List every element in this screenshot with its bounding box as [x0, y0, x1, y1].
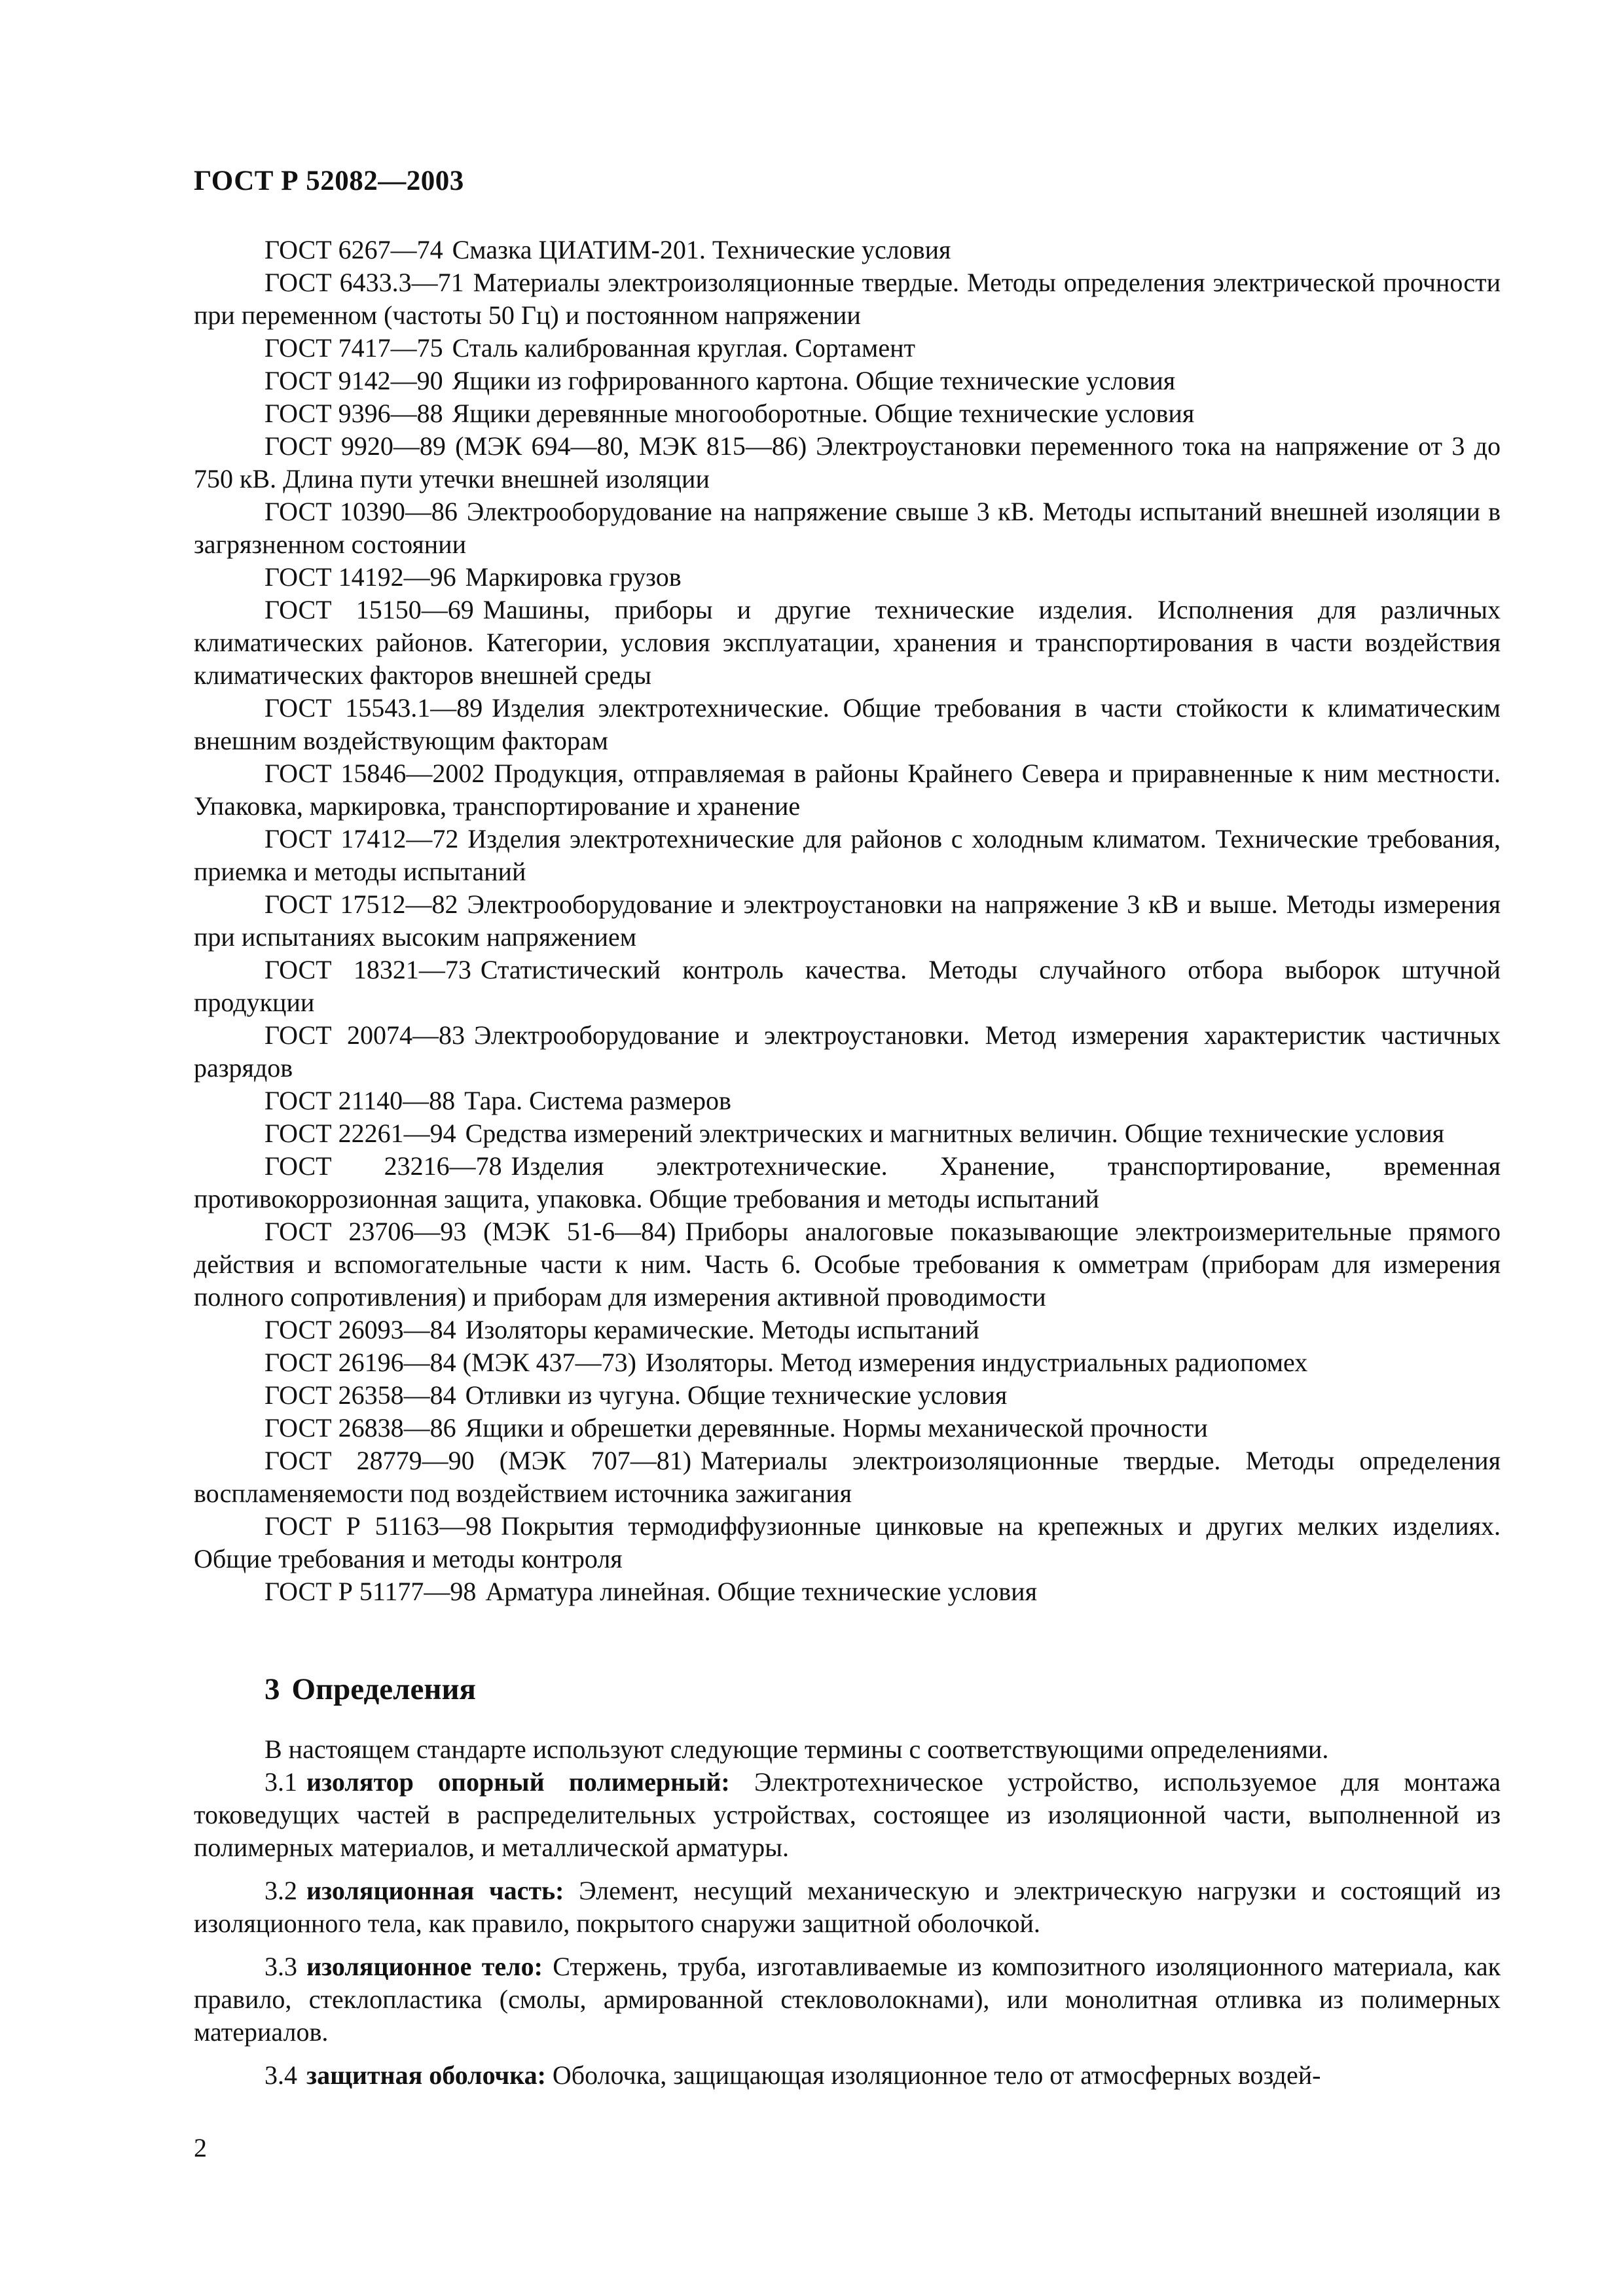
reference-item: [194, 1215, 1501, 1314]
reference-code: ГОСТ Р 51177—98: [264, 1577, 477, 1606]
reference-title: Арматура линейная. Общие технические условия: [485, 1577, 1037, 1606]
reference-item: [194, 495, 1501, 561]
reference-item: [194, 1314, 1501, 1346]
reference-title: Сталь калиброванная круглая. Сортамент: [452, 333, 916, 363]
reference-code: ГОСТ 21140—88: [264, 1086, 456, 1115]
reference-title: Машины, приборы и другие технические изделия. Исполнения для различных климатических районов. Категории, условия эксплуатации, хранения и транспортирования в части воздействия климатических факторов внешней среды: [194, 595, 1501, 690]
reference-item: [194, 1346, 1501, 1379]
reference-item: [194, 234, 1501, 266]
reference-item: [194, 954, 1501, 1019]
reference-title: Приборы аналоговые показывающие электроизмерительные прямого действия и вспомогательные части к ним. Часть 6. Особые требования к омметрам (приборам для измерения полного сопротивления) и приборам для измерения активной проводимости: [194, 1217, 1501, 1312]
reference-item: [194, 561, 1501, 594]
reference-code: ГОСТ 17412—72: [264, 824, 459, 853]
reference-code: ГОСТ 10390—86: [264, 497, 458, 526]
reference-code: ГОСТ 6433.3—71: [264, 268, 464, 297]
reference-item: [194, 1085, 1501, 1117]
definition-number: 3.3: [264, 1952, 297, 1981]
definition-item: [194, 2059, 1501, 2092]
reference-title: Средства измерений электрических и магнитных величин. Общие технические условия: [465, 1119, 1445, 1148]
reference-title: Ящики из гофрированного картона. Общие технические условия: [452, 366, 1176, 395]
reference-item: [194, 1444, 1501, 1510]
definition-item: [194, 1950, 1501, 2049]
reference-item: [194, 692, 1501, 757]
reference-title: Изделия электротехнические. Общие требования в части стойкости к климатическим внешним воздействующим факторам: [194, 693, 1501, 755]
reference-code: ГОСТ 9920—89 (МЭК 694—80, МЭК 815—86): [264, 431, 807, 461]
reference-title: Ящики и обрешетки деревянные. Нормы механической прочности: [465, 1413, 1208, 1443]
reference-code: ГОСТ 22261—94: [264, 1119, 456, 1148]
definition-text: Электротехническое устройство, используемое для монтажа токоведущих частей в распределительных устройствах, состоящее из изоляционной части, выполненной из полимерных материалов, и металлической арматуры.: [194, 1767, 1501, 1862]
section-title-text: Определения: [291, 1672, 476, 1706]
reference-title: Тара. Система размеров: [464, 1086, 731, 1115]
reference-title: Изоляторы керамические. Методы испытаний: [465, 1315, 979, 1344]
reference-code: ГОСТ 7417—75: [264, 333, 443, 363]
definitions-intro: В настоящем стандарте используют следующие термины с соответствующими определениями.: [264, 1734, 1329, 1764]
reference-code: ГОСТ 28779—90 (МЭК 707—81): [264, 1446, 692, 1475]
reference-code: ГОСТ 26358—84: [264, 1380, 456, 1410]
definition-item: [194, 1874, 1501, 1940]
reference-title: Электрооборудование и электроустановки на напряжение 3 кВ и выше. Методы измерения при испытаниях высоким напряжением: [194, 889, 1501, 952]
reference-title: Электроустановки переменного тока на напряжение от 3 до 750 кВ. Длина пути утечки внешней изоляции: [194, 431, 1501, 493]
reference-code: ГОСТ 9396—88: [264, 399, 443, 428]
document-header: ГОСТ Р 52082—2003: [194, 166, 464, 196]
reference-code: ГОСТ 20074—83: [264, 1020, 465, 1050]
reference-title: Материалы электроизоляционные твердые. Методы определения воспламеняемости под воздействием источника зажигания: [194, 1446, 1501, 1508]
definition-text: Элемент, несущий механическую и электрическую нагрузки и состоящий из изоляционного тела, как правило, покрытого снаружи защитной оболочкой.: [194, 1876, 1501, 1938]
reference-code: ГОСТ 26093—84: [264, 1315, 456, 1344]
reference-title: Электрооборудование на напряжение свыше 3 кВ. Методы испытаний внешней изоляции в загрязненном состоянии: [194, 497, 1501, 559]
reference-item: [194, 1412, 1501, 1444]
reference-item: [194, 266, 1501, 332]
definition-number: 3.1: [264, 1767, 297, 1797]
section-title: [264, 1672, 476, 1707]
reference-code: ГОСТ Р 51163—98: [264, 1511, 492, 1541]
definition-term: изолятор опорный полимерный:: [306, 1767, 730, 1797]
reference-title: Отливки из чугуна. Общие технические условия: [465, 1380, 1008, 1410]
reference-item: [194, 1575, 1501, 1608]
reference-code: ГОСТ 18321—73: [264, 955, 471, 984]
reference-item: [194, 1117, 1501, 1150]
reference-title: Электрооборудование и электроустановки. Метод измерения характеристик частичных разрядов: [194, 1020, 1501, 1083]
definition-number: 3.4: [264, 2060, 297, 2090]
reference-item: [194, 1150, 1501, 1215]
reference-item: [194, 430, 1501, 495]
reference-code: ГОСТ 17512—82: [264, 889, 458, 919]
reference-item: [194, 888, 1501, 954]
reference-item: [194, 1019, 1501, 1085]
reference-item: [194, 823, 1501, 888]
reference-title: Изоляторы. Метод измерения индустриальных радиопомех: [645, 1348, 1308, 1377]
reference-title: Статистический контроль качества. Методы случайного отбора выборок штучной продукции: [194, 955, 1501, 1017]
reference-code: ГОСТ 15543.1—89: [264, 693, 483, 723]
definition-text: Оболочка, защищающая изоляционное тело от атмосферных воздей-: [552, 2060, 1321, 2090]
definition-term: изоляционная часть:: [306, 1876, 564, 1905]
reference-title: Изделия электротехнические. Хранение, транспортирование, временная противокоррозионная защита, упаковка. Общие требования и методы испытаний: [194, 1151, 1501, 1213]
reference-item: [194, 1510, 1501, 1575]
reference-item: [194, 1379, 1501, 1412]
reference-title: Ящики деревянные многооборотные. Общие технические условия: [452, 399, 1195, 428]
reference-code: ГОСТ 14192—96: [264, 562, 456, 592]
reference-item: [194, 594, 1501, 692]
reference-title: Материалы электроизоляционные твердые. Методы определения электрической прочности при переменном (частоты 50 Гц) и постоянном напряжении: [194, 268, 1501, 330]
reference-title: Изделия электротехнические для районов с холодным климатом. Технические требования, приемка и методы испытаний: [194, 824, 1501, 886]
reference-code: ГОСТ 9142—90: [264, 366, 443, 395]
reference-item: [194, 365, 1501, 397]
page-number: 2: [194, 2133, 207, 2162]
reference-title: Покрытия термодиффузионные цинковые на крепежных и других мелких изделиях. Общие требования и методы контроля: [194, 1511, 1501, 1573]
reference-code: ГОСТ 23216—78: [264, 1151, 502, 1181]
reference-title: Смазка ЦИАТИМ-201. Технические условия: [452, 235, 951, 264]
reference-item: [194, 332, 1501, 365]
reference-title: Продукция, отправляемая в районы Крайнего Севера и приравненные к ним местности. Упаковка, маркировка, транспортирование и хранение: [194, 759, 1501, 821]
definition-item: [194, 1766, 1501, 1864]
definition-term: защитная оболочка:: [306, 2060, 546, 2090]
definitions-list: [194, 1733, 1501, 2092]
definition-term: изоляционное тело:: [306, 1952, 543, 1981]
definition-text: Стержень, труба, изготавливаемые из композитного изоляционного материала, как правило, стеклопластика (смолы, армированной стекловолокнами), или монолитная отливка из полимерных материалов.: [194, 1952, 1501, 2047]
reference-code: ГОСТ 26838—86: [264, 1413, 456, 1443]
reference-item: [194, 757, 1501, 823]
normative-references-list: [194, 234, 1501, 1608]
reference-code: ГОСТ 15846—2002: [264, 759, 485, 788]
definition-number: 3.2: [264, 1876, 297, 1905]
reference-code: ГОСТ 26196—84 (МЭК 437—73): [264, 1348, 636, 1377]
reference-title: Маркировка грузов: [465, 562, 682, 592]
reference-code: ГОСТ 23706—93 (МЭК 51-6—84): [264, 1217, 676, 1246]
section-number: 3: [264, 1672, 280, 1706]
reference-code: ГОСТ 15150—69: [264, 595, 474, 624]
reference-item: [194, 397, 1501, 430]
reference-code: ГОСТ 6267—74: [264, 235, 443, 264]
